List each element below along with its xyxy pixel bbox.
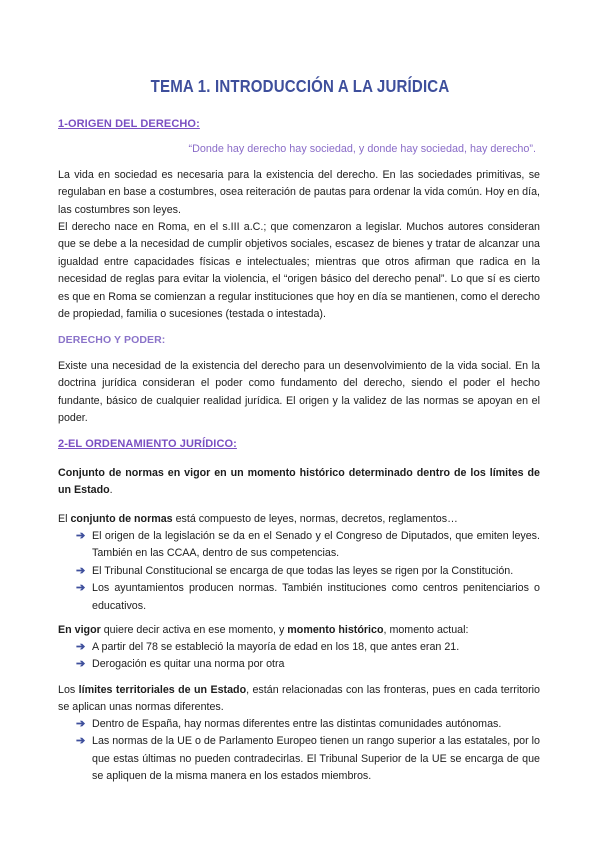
- conjunto-normas-list: [58, 528, 540, 615]
- list-item: [58, 733, 540, 785]
- definition-paragraph: [58, 465, 540, 500]
- arrow-right-icon: ➔: [76, 658, 86, 671]
- paragraph-origen-1: La vida en sociedad es necesaria para la existencia del derecho. En las sociedades primitivas, se regulaban en base a costumbres, osea reiteración de pautas para ordenar la vida común. Hoy en día, las costumbres son leyes.: [58, 169, 540, 216]
- en-vigor-intro: [58, 622, 540, 639]
- arrow-right-icon: ➔: [76, 530, 86, 542]
- intro-bold: momento histórico: [287, 624, 384, 636]
- intro-bold: límites territoriales de un Estado: [78, 684, 247, 696]
- list-item-text: El origen de la legislación se da en el Senado y el Congreso de Diputados, que emiten leyes. También en las CCAA, dentro de sus competencias.: [92, 530, 540, 560]
- conjunto-normas-intro: [58, 511, 540, 528]
- section-heading-origen: 1-ORIGEN DEL DERECHO:: [58, 118, 200, 130]
- arrow-right-icon: ➔: [76, 582, 86, 595]
- list-item-text: Los ayuntamientos producen normas. También instituciones como centros penitenciarios o educativos.: [92, 582, 540, 612]
- intro-bold: En vigor: [58, 624, 101, 636]
- intro-text: El: [58, 513, 71, 525]
- intro-text: , están relacionadas con las fronteras, pues en cada territorio se aplican unas normas diferentes.: [58, 684, 540, 714]
- intro-text: , momento actual:: [383, 624, 469, 636]
- paragraph-origen-2: El derecho nace en Roma, en el s.III a.C.; que comenzaron a legislar. Muchos autores consideran que se debe a la necesidad de cumplir objetivos sociales, escasez de bienes y tratar de alcanzar una igualdad entre capacidades físicas e intelectuales; mientras que otros afirman que radica en la necesidad de reglas para evitar la violencia, el “origen básico del derecho penal”. Lo que sí es cierto es que en Roma se comienzan a regular instituciones que hoy en día se mantienen, como el derecho de propiedad, familia o sucesiones (testada o intestada).: [58, 221, 540, 321]
- paragraph-derecho-poder: Existe una necesidad de la existencia del derecho para un desenvolvimiento de la vida social. En la doctrina jurídica consideran el poder como fundamento del derecho, siendo el poder el hecho fundante, básico de cualquier realidad jurídica. El origen y la validez de las normas se apoyan en el poder.: [58, 360, 540, 425]
- definition-end: .: [109, 484, 113, 497]
- arrow-right-icon: ➔: [76, 735, 86, 748]
- arrow-right-icon: ➔: [76, 564, 86, 577]
- list-item-text: Derogación es quitar una norma por otra: [92, 658, 285, 671]
- list-item-text: El Tribunal Constitucional se encarga de que todas las leyes se rigen por la Constitución.: [92, 564, 514, 577]
- limites-list: [58, 716, 540, 786]
- intro-text: quiere decir activa en ese momento, y: [100, 624, 288, 636]
- en-vigor-list: [58, 639, 540, 674]
- list-item: [58, 580, 540, 615]
- list-item: [58, 528, 540, 563]
- intro-bold: conjunto de normas: [70, 513, 173, 525]
- arrow-right-icon: ➔: [76, 718, 86, 730]
- section-heading-ordenamiento: 2-EL ORDENAMIENTO JURÍDICO:: [58, 438, 237, 450]
- list-item-text: Las normas de la UE o de Parlamento Europeo tienen un rango superior a las estatales, por lo que estas últimas no pueden contradecirlas. El Tribunal Superior de la UE se encarga de que se apliquen de la misma manera en los estados miembros.: [92, 735, 540, 783]
- list-item: [58, 563, 540, 580]
- list-item: [58, 716, 540, 733]
- document-title: TEMA 1. INTRODUCCIÓN A LA JURÍDICA: [150, 76, 450, 96]
- epigraph-quote: “Donde hay derecho hay sociedad, y donde hay sociedad, hay derecho”.: [188, 143, 536, 155]
- definition-bold: Conjunto de normas en vigor en un momento histórico determinado dentro de los límites de un Estado: [58, 467, 540, 497]
- list-item: [58, 639, 540, 656]
- subheading-derecho-poder: DERECHO Y PODER:: [58, 334, 166, 346]
- list-item-text: Dentro de España, hay normas diferentes entre las distintas comunidades autónomas.: [92, 718, 502, 730]
- list-item-text: A partir del 78 se estableció la mayoría de edad en los 18, que antes eran 21.: [92, 641, 460, 653]
- arrow-right-icon: ➔: [76, 641, 86, 653]
- list-item: [58, 656, 540, 673]
- limites-intro: [58, 682, 540, 717]
- intro-text: está compuesto de leyes, normas, decretos, reglamentos…: [172, 513, 458, 525]
- intro-text: Los: [58, 684, 79, 696]
